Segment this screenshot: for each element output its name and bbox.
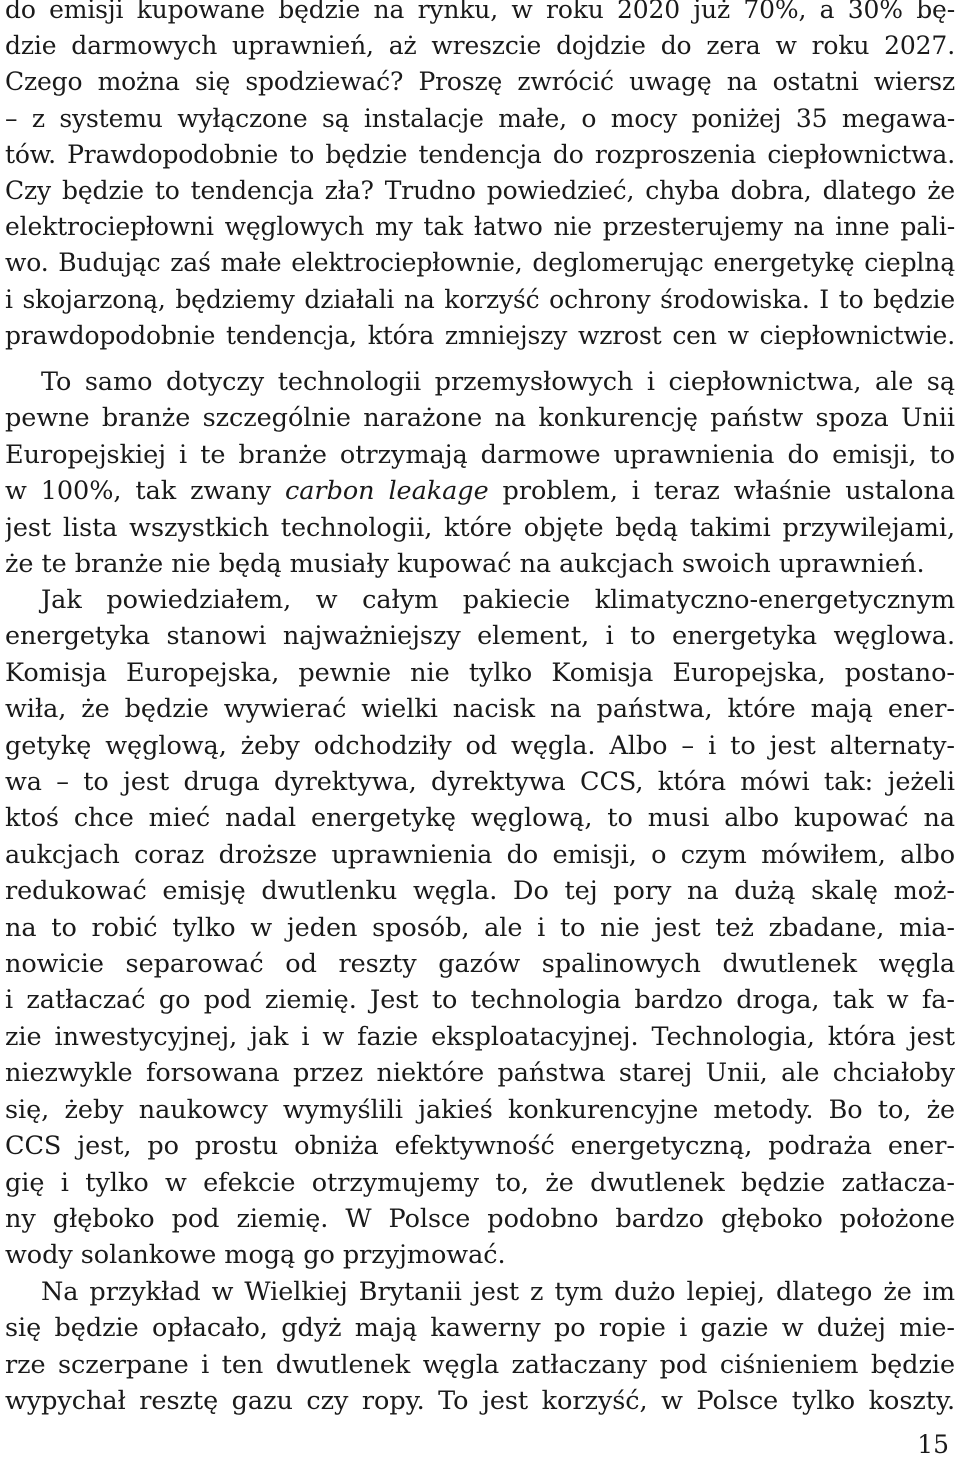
- text-line: gię i tylko w efekcie otrzymujemy to, że dwutlenek będzie zatłacza-: [5, 1167, 955, 1198]
- text-line: Jak powiedziałem, w całym pakiecie klimatyczno-energetycznym: [41, 585, 955, 615]
- text-line: ktoś chce mieć nadal energetykę węglową, to musi albo kupować na: [5, 803, 955, 834]
- text-line: elektrociepłowni węglowych my tak łatwo nie przesterujemy na inne pali-: [5, 212, 955, 242]
- text-line: jest lista wszystkich technologii, które objęte będą takimi przywilejami,: [5, 512, 955, 543]
- text-line: To samo dotyczy technologii przemysłowych i ciepłownictwa, ale są: [41, 367, 955, 397]
- text-line: tów. Prawdopodobnie to będzie tendencja do rozproszenia ciepłownictwa.: [5, 139, 955, 169]
- paragraph-3: [5, 582, 955, 1274]
- text-line: aukcjach coraz droższe uprawnienia do emisji, o czym mówiłem, albo: [5, 839, 955, 870]
- paragraph-text: [5, 364, 955, 582]
- text-line: wiła, że będzie wywierać wielki nacisk na państwa, które mają ener-: [5, 694, 955, 725]
- text-segment: w 100%, tak zwany: [5, 476, 286, 507]
- text-line: niezwykle forsowana przez niektóre państwa starej Unii, ale chciałoby: [5, 1058, 955, 1089]
- paragraph-text: [5, 1274, 955, 1420]
- text-line: i zatłaczać go pod ziemię. Jest to technologia bardzo droga, tak w fa-: [5, 985, 955, 1016]
- text-line: dzie darmowych uprawnień, aż wreszcie dojdzie do zera w roku 2027.: [5, 31, 955, 61]
- text-line: Na przykład w Wielkiej Brytanii jest z tym dużo lepiej, dlatego że im: [41, 1277, 955, 1307]
- text-line: wody solankowe mogą go przyjmować.: [5, 1240, 506, 1271]
- text-line: do emisji kupowane będzie na rynku, w roku 2020 już 70%, a 30% bę-: [5, 0, 955, 24]
- text-line: się, żeby naukowcy wymyślili jakieś konkurencyjne metody. Bo to, że: [5, 1094, 955, 1125]
- text-line: i skojarzoną, będziemy działali na korzyść ochrony środowiska. I to będzie: [5, 284, 955, 314]
- text-line: pewne branże szczególnie narażone na konkurencję państw spoza Unii: [5, 403, 955, 434]
- text-line: Europejskiej i te branże otrzymają darmowe uprawnienia do emisji, to: [5, 439, 955, 470]
- text-line: Komisja Europejska, pewnie nie tylko Komisja Europejska, postano-: [5, 657, 955, 688]
- text-line: energetyka stanowi najważniejszy element, i to energetyka węglowa.: [5, 621, 955, 652]
- document-page: [5, 0, 955, 1460]
- text-line: – z systemu wyłączone są instalacje małe, o mocy poniżej 35 megawa-: [5, 103, 955, 133]
- text-line: wo. Budując zaś małe elektrociepłownie, deglomerując energetykę cieplną: [5, 248, 955, 278]
- page-number: 15: [917, 1430, 949, 1459]
- text-line: Czego można się spodziewać? Proszę zwrócić uwagę na ostatni wiersz: [5, 67, 955, 97]
- text-line: nowicie separować od reszty gazów spalinowych dwutlenek węgla: [5, 949, 955, 980]
- text-line: redukować emisję dwutlenku węgla. Do tej pory na dużą skalę moż-: [5, 876, 955, 907]
- text-line-mixed: [5, 473, 955, 509]
- paragraph-4: [5, 1274, 955, 1420]
- text-line: że te branże nie będą musiały kupować na aukcjach swoich uprawnień.: [5, 549, 925, 580]
- text-line: na to robić tylko w jeden sposób, ale i to nie jest też zbadane, mia-: [5, 912, 955, 943]
- text-line: wa – to jest druga dyrektywa, dyrektywa CCS, która mówi tak: jeżeli: [5, 767, 955, 798]
- text-line: się będzie opłacało, gdyż mają kawerny po ropie i gazie w dużej mie-: [5, 1313, 955, 1344]
- text-line: rze sczerpane i ten dwutlenek węgla zatłaczany pod ciśnieniem będzie: [5, 1349, 955, 1380]
- text-line: CCS jest, po prostu obniża efektywność energetyczną, podraża ener-: [5, 1131, 955, 1162]
- paragraph-2: [5, 364, 955, 582]
- text-line: Czy będzie to tendencja zła? Trudno powiedzieć, chyba dobra, dlatego że: [5, 176, 955, 206]
- text-line: zie inwestycyjnej, jak i w fazie eksploatacyjnej. Technologia, która jest: [5, 1021, 955, 1052]
- paragraph-1: [5, 0, 955, 354]
- text-line: ny głęboko pod ziemię. W Polsce podobno bardzo głęboko położone: [5, 1203, 955, 1234]
- italic-term: carbon leakage: [285, 476, 489, 507]
- text-line: prawdopodobnie tendencja, która zmniejszy wzrost cen w ciepłownictwie.: [5, 320, 955, 350]
- text-line: getykę węglową, żeby odchodziły od węgla. Albo – i to jest alternaty-: [5, 730, 955, 761]
- text-line: wypychał resztę gazu czy ropy. To jest korzyść, w Polsce tylko koszty.: [5, 1386, 955, 1417]
- paragraph-text: [5, 0, 955, 354]
- paragraph-text: [5, 582, 955, 1274]
- text-segment: problem, i teraz właśnie ustalona: [488, 476, 955, 507]
